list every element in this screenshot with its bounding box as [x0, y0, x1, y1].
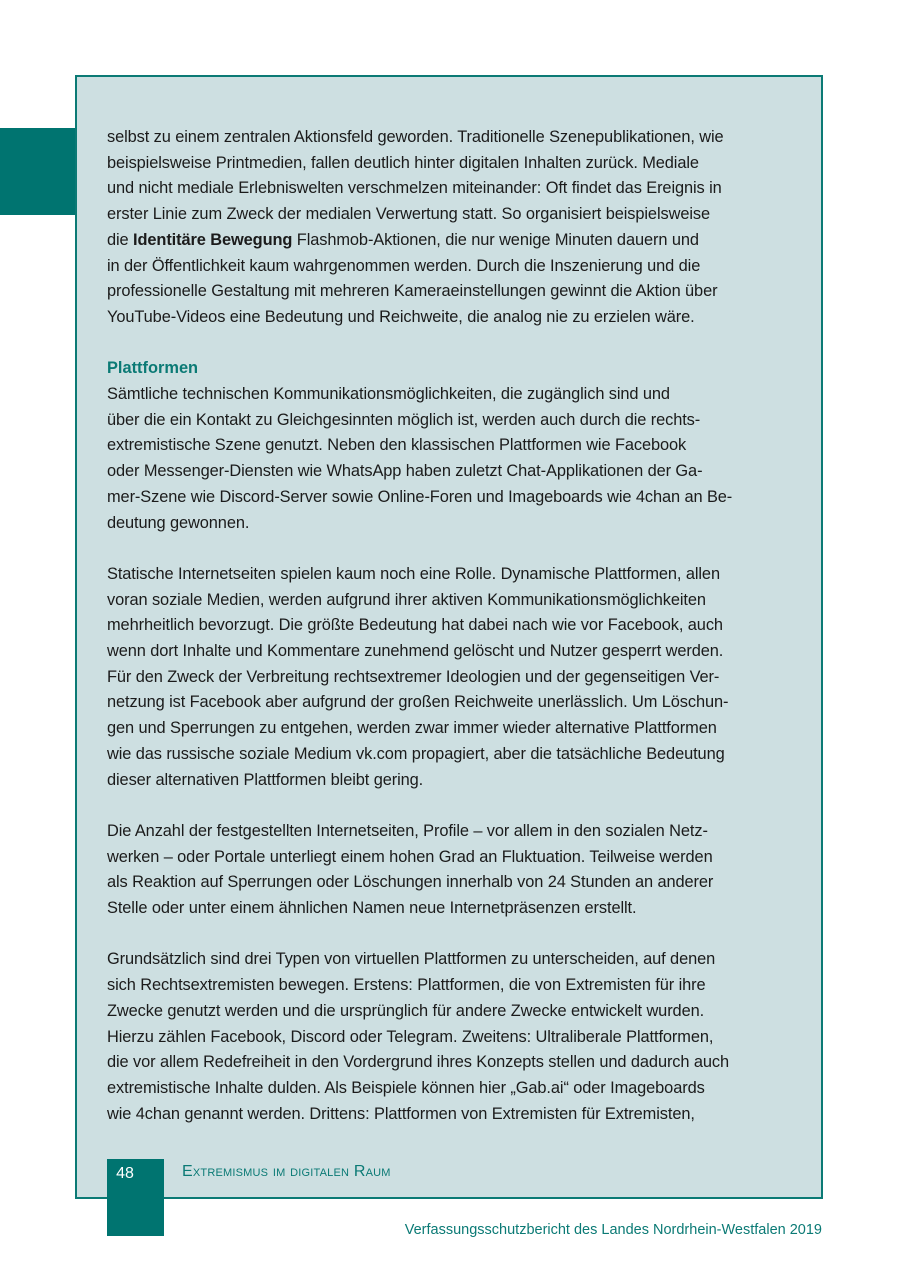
paragraph-1: selbst zu einem zentralen Aktionsfeld geworden. Traditionelle Szenepublikationen, wie beispielsweise Printmedien, fallen deutlich hinter digitalen Inhalten zurück. Mediale und nicht mediale Erlebniswelten verschmelzen miteinander: Oft findet das Ereignis in erster Linie zum Zweck der medialen Verwertung statt. So organisiert beispielsweise die Identitäre Bewegung Flashmob-Aktionen, die nur wenige Minuten dauern und in der Öffentlichkeit kaum wahrgenommen werden. Durch die Inszenierung und die professionelle Gestaltung mit mehreren Kameraeinstellungen gewinnt die Aktion über YouTube-Videos eine Bedeutung und Reichweite, die analog nie zu erzielen wäre.	[107, 128, 724, 326]
paragraph-4: Die Anzahl der festgestellten Internetseiten, Profile – vor allem in den sozialen Netz- werken – oder Portale unterliegt einem hohen Grad an Fluktuation. Teilweise werden als Reaktion auf Sperrungen oder Löschungen innerhalb von 24 Stunden an anderer Stelle oder unter einem ähnlichen Namen neue Internetpräsenzen erstellt.	[107, 821, 714, 918]
body-text	[107, 125, 797, 1127]
page-number: 48	[116, 1165, 134, 1182]
side-tab-marker	[0, 128, 76, 215]
footer-publication-title: Verfassungsschutzbericht des Landes Nordrhein-Westfalen 2019	[404, 1222, 822, 1238]
section-heading: Plattformen	[107, 359, 199, 378]
page-number-tab	[107, 1159, 164, 1236]
running-section-title: Extremismus im digitalen Raum	[182, 1163, 391, 1180]
bold-term: Identitäre Bewegung	[133, 230, 293, 249]
paragraph-3: Statische Internetseiten spielen kaum noch eine Rolle. Dynamische Plattformen, allen voran soziale Medien, werden aufgrund ihrer aktiven Kommunikationsmöglichkeiten mehrheitlich bevorzugt. Die größte Bedeutung hat dabei nach wie vor Facebook, auch wenn dort Inhalte und Kommentare zunehmend gelöscht und Nutzer gesperrt werden. Für den Zweck der Verbreitung rechtsextremer Ideologien und der gegenseitigen Ver- netzung ist Facebook aber aufgrund der großen Reichweite unerlässlich. Um Löschun- gen und Sperrungen zu entgehen, werden zwar immer wieder alternative Plattformen wie das russische soziale Medium vk.com propagiert, aber die tatsächliche Bedeutung dieser alternativen Plattformen bleibt gering.	[107, 564, 729, 789]
paragraph-5: Grundsätzlich sind drei Typen von virtuellen Plattformen zu unterscheiden, auf denen sich Rechtsextremisten bewegen. Erstens: Plattformen, die von Extremisten für ihre Zwecke genutzt werden und die ursprünglich für andere Zwecke entwickelt wurden. Hierzu zählen Facebook, Discord oder Telegram. Zweitens: Ultraliberale Plattformen, die vor allem Redefreiheit in den Vordergrund ihres Konzepts stellen und dadurch auch extremistische Inhalte dulden. Als Beispiele können hier „Gab.ai“ oder Imageboards wie 4chan genannt werden. Drittens: Plattformen von Extremisten für Extremisten,	[107, 950, 730, 1123]
paragraph-2: Sämtliche technischen Kommunikationsmöglichkeiten, die zugänglich sind und über die ein Kontakt zu Gleichgesinnten möglich ist, werden auch durch die rechts- extremistische Szene genutzt. Neben den klassischen Plattformen wie Facebook oder Messenger-Diensten wie WhatsApp haben zuletzt Chat-Applikationen der Ga- mer-Szene wie Discord-Server sowie Online-Foren und Imageboards wie 4chan an Be- deutung gewonnen.	[107, 385, 733, 532]
